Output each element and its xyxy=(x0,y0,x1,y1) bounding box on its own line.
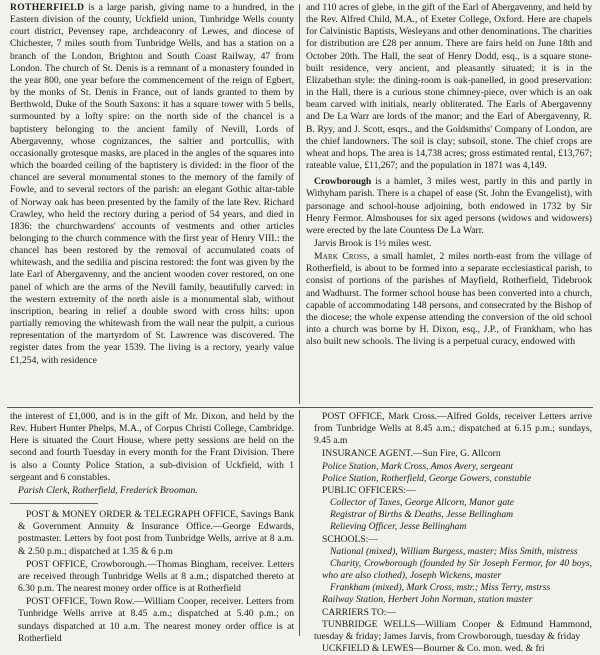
rotherfield-paragraph xyxy=(10,2,294,367)
schools-heading: SCHOOLS:— xyxy=(322,533,378,545)
mark-cross-paragraph xyxy=(306,251,592,348)
mark-cross-heading: Mark Cross, xyxy=(314,251,370,263)
carrier-tunbridge-wells: TUNBRIDGE WELLS—William Cooper & Edmund Hammond, tuesday & friday; James Jarvis, from Crowborough, tuesday & friday xyxy=(314,618,592,642)
parish-clerk: Parish Clerk, Rotherfield, Frederick Brooman. xyxy=(18,484,198,496)
post-office-rotherfield: POST & MONEY ORDER & TELEGRAPH OFFICE, Savings Bank & Government Annuity & Insurance Office.—George Edwards, postmaster. Letters by foot post from Tunbridge Wells, arrive at 8 a.m. & 2.50 p.m.; dispatched at 1.35 & 6 p.m xyxy=(18,509,294,557)
rotherfield-continuation-column xyxy=(306,2,592,349)
glebe-paragraph: and 110 acres of glebe, in the gift of the Earl of Abergavenny, and held by the Rev. Alfred Child, M.A., of Exeter College, Oxford. Here are chapels for Calvinistic Baptists, Wesleyans and other denominations. The charities for distribution are £28 per annum. There are fairs held on June 18th and October 20th. The Hall, the seat of Henry Dodd, esq., is a square stone-built residence, very ancient, and pleasantly situated; it is in the Elizabethan style: the dining-room is oak-panelled, in good preservation: in the Hall, there is a curious stone chimney-piece, over which is an oak beam carved with initials, nearly obliterated. The Earls of Abergavenny and De La Warr are lords of the manor; and the Earl of Abergavenny, R. B. Ryy, and J. Scott, esqrs., and the Goldsmiths' Company of London, are the chief landowners. The soil is clay; subsoil, stone. The chief crops are wheat and hops. The area is 14,738 acres; gross estimated rental, £13,767; rateable value, £11,267; and the population in 1871 was 4,149. xyxy=(306,2,592,172)
section-divider xyxy=(7,407,593,408)
public-officers-heading: PUBLIC OFFICERS:— xyxy=(322,484,416,496)
curacy-paragraph: the interest of £1,000, and is in the gift of Mr. Dixon, and held by the Rev. Hubert Hunter Phelps, M.A., of Corpus Christi College, Cambridge. Here is situated the Court House, where petty sessions are held on the second and fourth Tuesday in every month for the Frant Division. There is also a County Police Station, a sub-division of Uckfield, with 1 sergeant and 6 constables. xyxy=(10,411,294,483)
crowborough-paragraph xyxy=(306,176,592,237)
column-divider-bottom xyxy=(299,410,300,636)
railway-station: Railway Station, Herbert John Norman, station master xyxy=(322,594,533,606)
jarvis-brook-paragraph: Jarvis Brook is 1½ miles west. xyxy=(314,237,432,249)
registrar: Registrar of Births & Deaths, Jesse Bellingham xyxy=(330,509,514,521)
officials-column xyxy=(306,411,592,655)
collector-of-taxes: Collector of Taxes, George Allcorn, Manor gate xyxy=(330,497,515,509)
school-national: National (mixed), William Burgess, master; Miss Smith, mistress xyxy=(330,545,578,557)
mark-cross-text: a small hamlet, 2 miles north-east from the village of Rotherfield, is about to be formed into a separate ecclesiastical parish, to consist of portions of the parishes of Mayfield, Rotherfield, Tidebrook and Wadhurst. The former school house has been converted into a church, capable of accommodating 148 persons, and consecrated by the Bishop of the diocese; the whole expense attending the conversion of the old school into a church was borne by H. Dixon, esq., J.P., of Frankham, who has also built new schools. The living is a perpetual curacy, endowed with xyxy=(306,251,593,348)
insurance-agent: INSURANCE AGENT.—Sun Fire, G. Allcorn xyxy=(322,448,501,460)
relieving-officer: Relieving Officer, Jesse Bellingham xyxy=(330,521,467,533)
post-office-crowborough: POST OFFICE, Crowborough.—Thomas Bingham, receiver. Letters are received through Tunbridge Wells at 8 a.m.; dispatched thereto at 6.30 p.m. The nearest money order office is at Rotherfield xyxy=(18,558,294,595)
crowborough-text: is a hamlet, 3 miles west, partly in this and partly in Withyham parish. There is a chapel of ease (St. John the Evangelist), with parsonage and school-house adjoining, both endowed in 1732 by Sir Henry Fermor. Almshouses for six aged persons (widows and widowers) were erected by the late Countess De La Warr. xyxy=(306,176,592,236)
curacy-and-offices-column xyxy=(10,411,294,646)
carriers-heading: CARRIERS TO:— xyxy=(322,606,397,618)
post-office-town-row: POST OFFICE, Town Row.—William Cooper, receiver. Letters from Tunbridge Wells arrive at 8.45 a.m.; dispatched at 5.40 p.m.; on sundays dispatched at 10 a.m. The nearest money order office is at Rotherfield xyxy=(18,596,294,644)
school-frankham: Frankham (mixed), Mark Cross, mstr.; Miss Terry, mstrss xyxy=(330,582,551,594)
crowborough-heading: Crowborough xyxy=(314,176,372,188)
post-office-mark-cross: POST OFFICE, Mark Cross.—Alfred Golds, receiver Letters arrive from Tunbridge Wells at 8.45 a.m.; dispatched at 6.15 p.m.; sundays, 9.45 a.m xyxy=(314,411,592,447)
column-divider-top xyxy=(299,4,300,404)
police-station-mark-cross: Police Station, Mark Cross, Amos Avery, sergeant xyxy=(322,460,514,472)
rotherfield-description-column xyxy=(10,2,294,368)
school-charity: Charity, Crowborough (founded by Sir Joseph Fermor, for 40 boys, who are also clothed), Joseph Wickens, master xyxy=(322,557,592,582)
police-station-rotherfield: Police Station, Rotherfield, George Gowers, constable xyxy=(322,472,532,484)
rotherfield-text: is a large parish, giving name to a hundred, in the Eastern division of the county, Uckfield union, Tunbridge Wells county court district, Pevensey rape, archdeaconry of Lewes, and diocese of Chichester, 7 miles south from Tunbridge Wells, and has a station on a branch of the London, Brighton and South Coast Railway, 47 from London. The church of St. Denis is a remnant of a monastery founded in the year 800, one year before the commencement of the reign of Egbert, by the monks of St. Denis in France, out of lands granted to them by Berthwold, Duke of the South Saxons: it has a square tower with 5 bells, surmounted by a lofty spire: on the north side of the chancel is a baptistery belonging to the ancient family of Nevill, Lords of Abergavenny, whose cognizances, the saltier and portcullis, with occasionally grotesque masks, are placed in the angles of the squares into which the boarded ceiling of the baptistery is divided: in the floor of the chancel are several monumental stones to the memory of the family of Fowle, and to several rectors of the parish: an elegant Gothic altar-table of Norway oak has been presented by the family of the late Rev. Richard Crawley, who held the rectory during a period of 54 years, and died in 1836: the churchwardens' accounts of vestments and other articles belonging to the church commence with the first year of Henry VIII.: the chancel has been restored by the removal of accumulated coats of whitewash, and the sedilia and piscina restored: the font was given by the late Earl of Abergavenny, and the ancient wooden cover restored, on one panel of which are the arms of the Nevill family, beautifully carved: in the western extremity of the north aisle is a monumental slab, without inscription, bearing in relief a double sword with cross hilts: upon partially removing the whitewash from the wall near the pulpit, a curious representation of the martyrdom of St. Lawrence was discovered. The register dates from the year 1539. The living is a rectory, yearly value £1,254, with residence xyxy=(10,2,294,366)
short-divider xyxy=(10,503,98,504)
carrier-uckfield-lewes: UCKFIELD & LEWES—Bourner & Co. mon. wed. & fri xyxy=(322,642,545,654)
place-title: ROTHERFIELD xyxy=(10,2,85,13)
